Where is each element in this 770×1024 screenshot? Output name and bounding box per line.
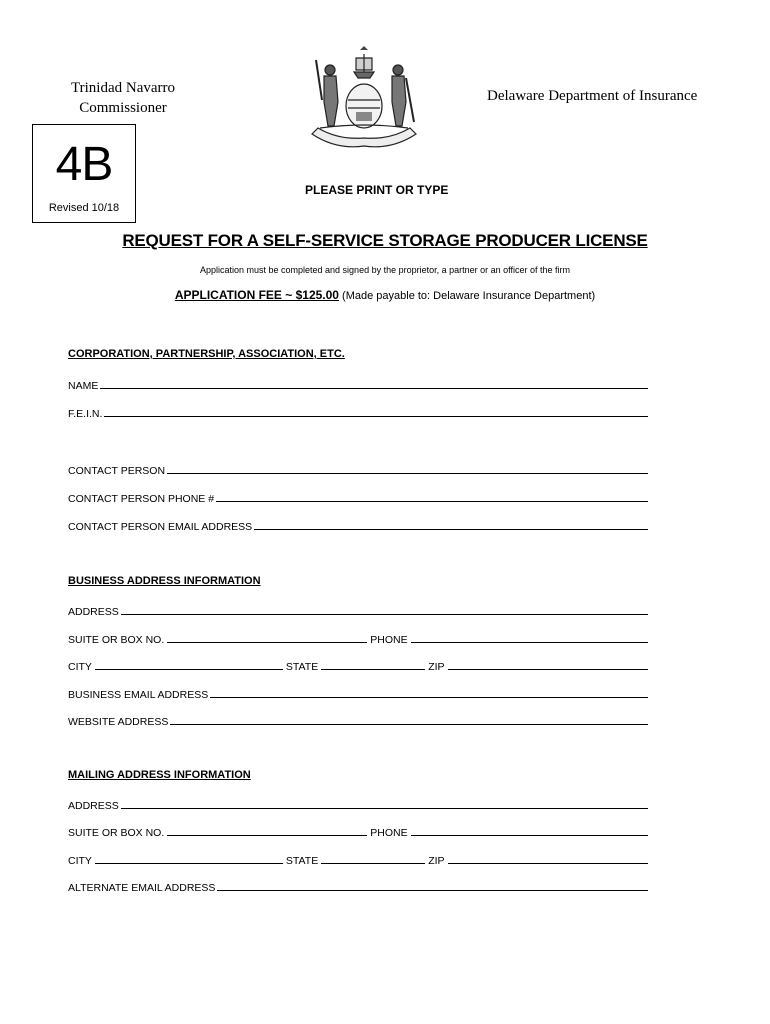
field-label-alternate-email: ALTERNATE EMAIL ADDRESS — [68, 882, 216, 894]
website-input-line[interactable] — [170, 723, 648, 725]
delaware-state-seal-icon — [306, 42, 422, 154]
section-heading-corporation: CORPORATION, PARTNERSHIP, ASSOCIATION, ETC. — [68, 348, 345, 360]
form-number: 4B — [55, 138, 113, 191]
field-row-contact-phone — [68, 489, 648, 505]
field-label-mailing-phone: PHONE — [370, 827, 408, 839]
print-instruction: PLEASE PRINT OR TYPE — [305, 183, 449, 197]
field-row-business-suite-phone — [68, 630, 648, 646]
section-heading-business-address: BUSINESS ADDRESS INFORMATION — [68, 575, 261, 587]
field-label-name: NAME — [68, 380, 99, 392]
business-address-input-line[interactable] — [121, 613, 648, 615]
field-label-mailing-suite: SUITE OR BOX NO. — [68, 827, 165, 839]
mailing-phone-input-line[interactable] — [411, 834, 648, 836]
field-row-fein — [68, 404, 648, 420]
mailing-city-input-line[interactable] — [95, 862, 283, 864]
field-label-mailing-address: ADDRESS — [68, 800, 119, 812]
contact-email-input-line[interactable] — [254, 528, 648, 530]
field-label-state: STATE — [285, 661, 319, 673]
field-row-mailing-address — [68, 796, 648, 812]
field-label-website: WEBSITE ADDRESS — [68, 716, 169, 728]
section-heading-mailing-address: MAILING ADDRESS INFORMATION — [68, 769, 251, 781]
department-name: Delaware Department of Insurance — [487, 88, 698, 104]
commissioner-block — [66, 78, 180, 118]
field-row-name — [68, 376, 648, 392]
fee-payable-note: (Made payable to: Delaware Insurance Department) — [338, 290, 596, 302]
contact-person-input-line[interactable] — [167, 472, 648, 474]
field-row-alternate-email — [68, 878, 648, 894]
contact-phone-input-line[interactable] — [216, 500, 648, 502]
field-label-mailing-city: CITY — [68, 855, 92, 867]
field-label-address: ADDRESS — [68, 606, 119, 618]
field-label-fein: F.E.I.N. — [68, 408, 103, 420]
field-row-contact-email — [68, 517, 648, 533]
field-label-zip: ZIP — [428, 661, 445, 673]
field-label-suite: SUITE OR BOX NO. — [68, 634, 165, 646]
field-label-mailing-state: STATE — [285, 855, 319, 867]
fee-label: APPLICATION FEE ~ $125.00 — [174, 288, 339, 302]
business-city-input-line[interactable] — [95, 668, 283, 670]
field-label-city: CITY — [68, 661, 92, 673]
application-note: Application must be completed and signed by the proprietor, a partner or an officer of the firm — [199, 265, 571, 275]
field-label-contact-email: CONTACT PERSON EMAIL ADDRESS — [68, 521, 253, 533]
mailing-address-input-line[interactable] — [121, 807, 648, 809]
field-label-contact-phone: CONTACT PERSON PHONE # — [68, 493, 215, 505]
alternate-email-input-line[interactable] — [217, 889, 648, 891]
business-suite-input-line[interactable] — [167, 641, 367, 643]
revision-date: Revised 10/18 — [48, 202, 120, 214]
field-row-mailing-city-state-zip — [68, 851, 648, 867]
field-row-website — [68, 712, 648, 728]
form-number-box — [32, 124, 136, 223]
field-label-phone: PHONE — [370, 634, 408, 646]
form-title: REQUEST FOR A SELF-SERVICE STORAGE PRODUCER LICENSE — [122, 231, 648, 250]
business-state-input-line[interactable] — [321, 668, 425, 670]
business-zip-input-line[interactable] — [448, 668, 648, 670]
business-email-input-line[interactable] — [210, 696, 648, 698]
fein-input-line[interactable] — [104, 415, 648, 417]
commissioner-title: Commissioner — [79, 100, 167, 116]
application-fee-line — [0, 288, 770, 302]
field-row-contact-person — [68, 461, 648, 477]
mailing-zip-input-line[interactable] — [448, 862, 648, 864]
field-label-contact-person: CONTACT PERSON — [68, 465, 166, 477]
business-phone-input-line[interactable] — [411, 641, 648, 643]
field-row-mailing-suite-phone — [68, 823, 648, 839]
commissioner-name: Trinidad Navarro — [70, 80, 175, 96]
field-label-mailing-zip: ZIP — [428, 855, 445, 867]
field-label-business-email: BUSINESS EMAIL ADDRESS — [68, 689, 209, 701]
name-input-line[interactable] — [100, 387, 648, 389]
field-row-business-city-state-zip — [68, 657, 648, 673]
field-row-business-address — [68, 602, 648, 618]
mailing-state-input-line[interactable] — [321, 862, 425, 864]
field-row-business-email — [68, 685, 648, 701]
mailing-suite-input-line[interactable] — [167, 834, 367, 836]
